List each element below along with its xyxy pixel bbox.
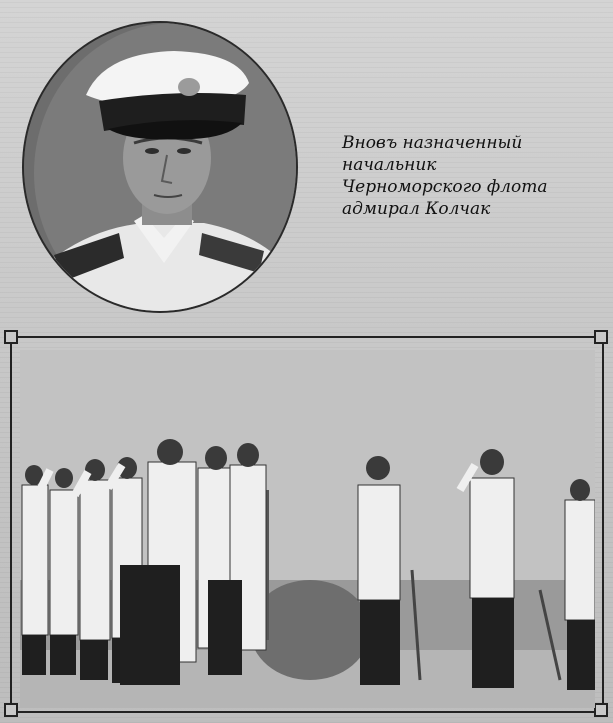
- caption-line: начальник: [342, 155, 437, 175]
- photo-caption: [342, 132, 572, 220]
- frame-corner-ornament: [594, 703, 608, 717]
- parade-photo: [20, 350, 595, 708]
- caption-line: Вновъ назначенный: [342, 133, 523, 153]
- caption-line: адмирал Колчак: [342, 199, 491, 219]
- admiral-portrait: [22, 21, 298, 313]
- frame-corner-ornament: [4, 703, 18, 717]
- frame-corner-ornament: [594, 330, 608, 344]
- caption-line: Черноморского флота: [342, 177, 548, 197]
- frame-corner-ornament: [4, 330, 18, 344]
